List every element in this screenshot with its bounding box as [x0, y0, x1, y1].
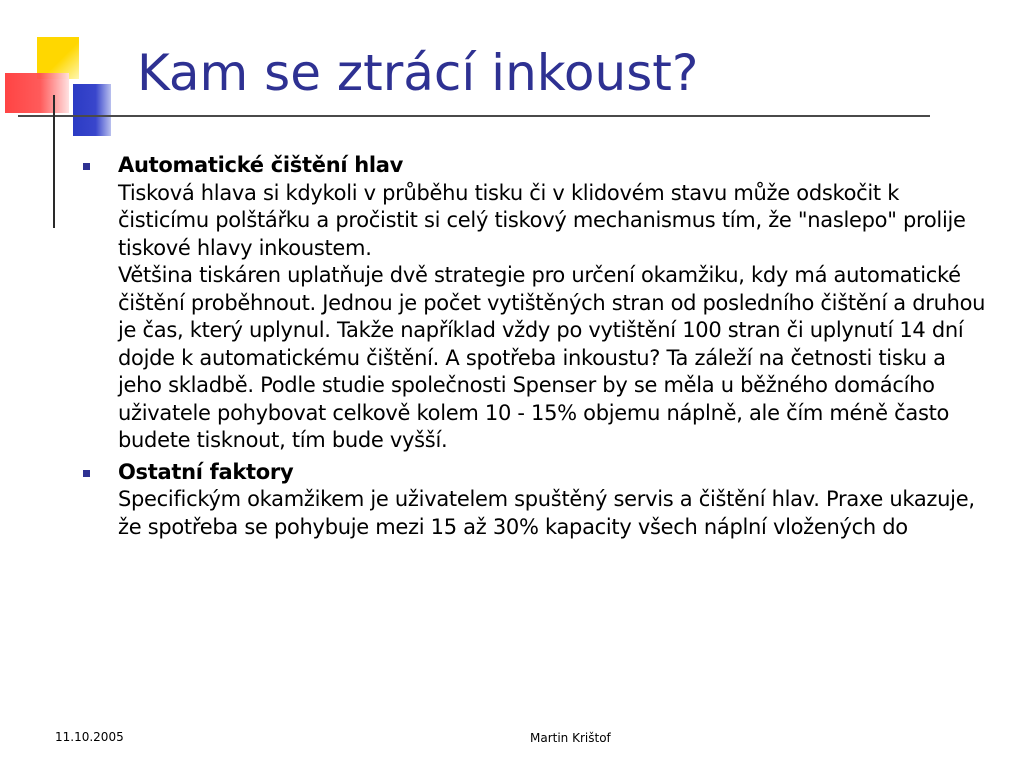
bullet-paragraph: Specifickým okamžikem je uživatelem spuštěný servis a čištění hlav. Praxe ukazuje, že spotřeba se pohybuje mezi 15 až 30% kapacity všech náplní vložených do: [118, 487, 975, 539]
square-bullet-icon: [83, 470, 90, 477]
footer-date: 11.10.2005: [55, 730, 124, 744]
decorative-blue-square: [73, 84, 111, 136]
bullet-heading: Ostatní faktory: [118, 459, 294, 484]
bullet-item: [80, 459, 995, 542]
title-underline: [18, 115, 930, 117]
bullet-paragraph: Většina tiskáren uplatňuje dvě strategie pro určení okamžiku, kdy má automatické čištění proběhnout. Jednou je počet vytištěných stran od posledního čištění a druhou je čas, který uplynul. Takže například vždy po vytištění 100 stran či uplynutí 14 dní dojde k automatickému čištění. A spotřeba inkoustu? Ta záleží na četnosti tisku a jeho skladbě. Podle studie společnosti Spenser by se měla u běžného domácího uživatele pohybovat celkově kolem 10 - 15% objemu náplně, ale čím méně často budete tisknout, tím bude vyšší.: [118, 263, 986, 452]
decorative-red-square: [5, 73, 69, 113]
square-bullet-icon: [83, 163, 90, 170]
bullet-paragraph: Tisková hlava si kdykoli v průběhu tisku či v klidovém stavu může odskočit k čisticímu polštářku a pročistit si celý tiskový mechanismus tím, že "naslepo" prolije tiskové hlavy inkoustem.: [118, 180, 966, 260]
decorative-vertical-line: [53, 95, 55, 228]
slide-title: Kam se ztrácí inkoust?: [137, 44, 699, 102]
slide-content: [80, 152, 995, 545]
bullet-item: [80, 152, 995, 455]
bullet-heading: Automatické čištění hlav: [118, 153, 404, 177]
footer-author: Martin Krištof: [530, 731, 611, 745]
